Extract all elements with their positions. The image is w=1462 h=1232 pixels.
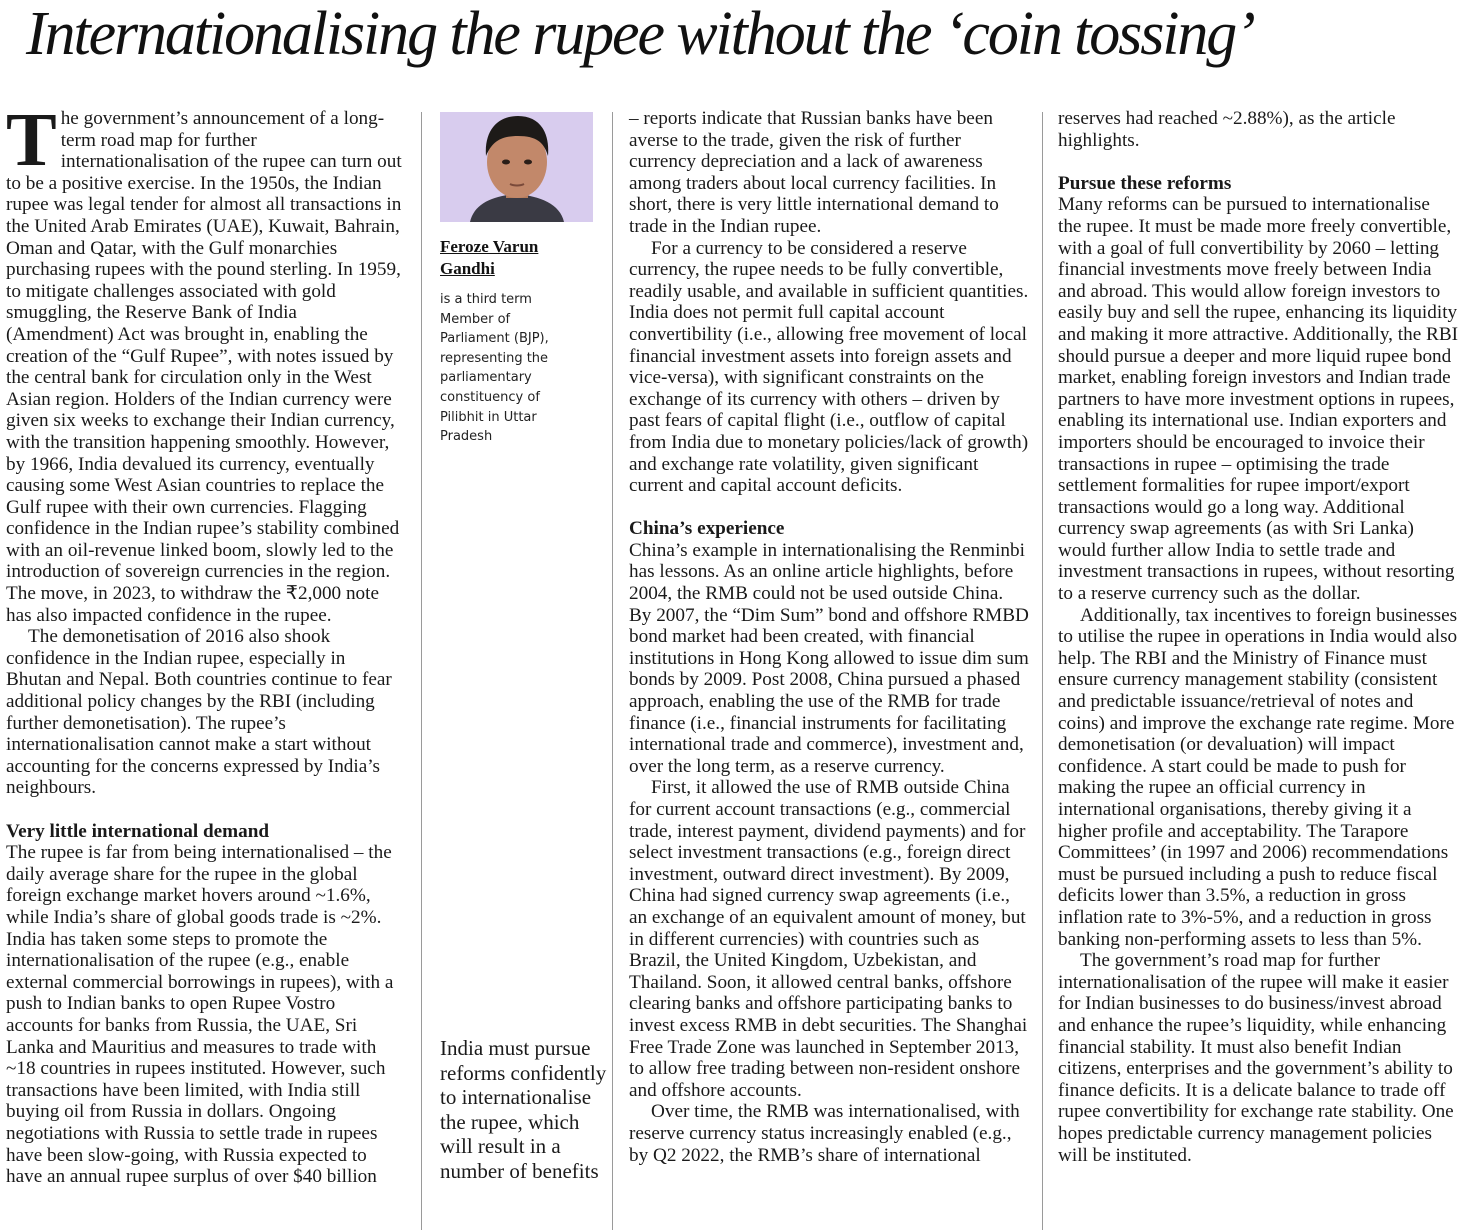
section-heading-demand: Very little international demand	[6, 820, 270, 842]
section-heading-reforms: Pursue these reforms	[1058, 172, 1232, 194]
author-name[interactable]: Feroze Varun Gandhi	[440, 237, 539, 278]
intro-paragraph-text: he government’s announcement of a long-term road map for further internationalisation of the rupee can turn out to be a positive exercise. In the 1950s, the Indian rupee was legal tender for almost all transactions in the United Arab Emirates (UAE), Kuwait, Bahrain, Oman and Qatar, with the Gulf monarchies purchasing rupees with the pound sterling. In 1959, to mitigate challenges associated with gold smuggling, the Reserve Bank of India (Amendment) Act was brought in, enabling the creation of the “Gulf Rupee”, with notes issued by the central bank for circulation only in the West Asian region. Holders of the Indian currency were given six weeks to exchange their Indian currency, with the transition happening smoothly. However, by 1966, India devalued its currency, eventually causing some West Asian countries to replace the Gulf rupee with their own currencies. Flagging confidence in the Indian rupee’s stability combined with an oil-revenue linked boom, slowly led to the introduction of sovereign currencies in the region. The move, in 2023, to withdraw the ₹2,000 note has also impacted confidence in the rupee.	[6, 108, 402, 626]
drop-cap: T	[6, 98, 57, 182]
paragraph-conclusion: The government’s road map for further internationalisation of the rupee will make it easier for Indian businesses to do business/invest abroad and enhance the rupee’s liquidity, while enhancing financial stability. It must also benefit Indian citizens, enterprises and the government’s ability to finance deficits. It is a delicate balance to trade off rupee convertibility for exchange rate stability. One hopes predictable currency management policies will be instituted.	[1058, 950, 1454, 1166]
pull-quote: India must pursue reforms confidently to internationalise the rupee, which will result in a number of benefits	[440, 1036, 607, 1183]
paragraph-tax-incentives: Additionally, tax incentives to foreign businesses to utilise the rupee in operations in India would also help. The RBI and the Ministry of Finance must ensure currency management stability (consistent and predictable issuance/retrieval of notes and coins) and improve the exchange rate regime. More demonetisation (or devaluation) will impact confidence. A start could be made to push for making the rupee an official currency in international organisations, thereby giving it a higher profile and acceptability. The Tarapore Committees’ (in 1997 and 2006) recommendations must be pursued including a push to reduce fiscal deficits lower than 3.5%, a reduction in gross inflation rate to 3%-5%, and a reduction in gross banking non-performing assets to less than 5%.	[1058, 604, 1458, 950]
paragraph-reserve-currency: For a currency to be considered a reserve currency, the rupee needs to be fully convertible, readily usable, and available in sufficient quantities. India does not permit full capital account convertibility (i.e., allowing free movement of local financial investment assets into foreign assets and vice-versa), with significant constraints on the exchange of its currency with others – driven by past fears of capital flight (i.e., outflow of capital from India due to monetary policies/lack of growth) and exchange rate volatility, given significant current and capital account deficits.	[629, 237, 1029, 497]
article-column-1	[6, 98, 403, 1188]
section-heading-china: China’s experience	[629, 518, 785, 540]
paragraph-china: China’s example in internationalising the Renminbi has lessons. As an online article highlights, before 2004, the RMB could not be used outside China. By 2007, the “Dim Sum” bond and offshore RMBD bond market had been created, with financial institutions in Hong Kong allowed to issue dim sum bonds by 2009. Post 2008, China pursued a phased approach, enabling the use of the RMB for trade finance (i.e., financial instruments for facilitating international trade and commerce), investment and, over the long term, as a reserve currency.	[629, 539, 1029, 777]
paragraph-china-first: First, it allowed the use of RMB outside China for current account transactions (e.g., commercial trade, interest payment, dividend payments) and for select investment transactions (e.g., foreign direct investment, outward direct investment). By 2009, China had signed currency swap agreements (i.e., an exchange of an equivalent amount of money, but in different currencies) with countries such as Brazil, the United Kingdom, Uzbekistan, and Thailand. Soon, it allowed central banks, offshore clearing banks and offshore participating banks to invest excess RMB in debt securities. The Shanghai Free Trade Zone was launched in September 2013, to allow free trading between non-resident onshore and offshore accounts.	[629, 777, 1028, 1101]
column-divider	[612, 112, 613, 1230]
author-box	[440, 112, 596, 447]
paragraph-china-overtime: Over time, the RMB was internationalised, with reserve currency status increasingly enabled (e.g., by Q2 2022, the RMB’s share of international	[629, 1101, 1020, 1166]
intro-paragraph	[6, 98, 403, 626]
paragraph-demonetisation: The demonetisation of 2016 also shook confidence in the Indian rupee, especially in Bhutan and Nepal. Both countries continue to fear additional policy changes by the RBI (including further demonetisation). The rupee’s internationalisation cannot make a start without accounting for the concerns expressed by India’s neighbours.	[6, 626, 392, 799]
author-portrait	[440, 112, 593, 222]
paragraph-demand: The rupee is far from being internationalised – the daily average share for the rupee in the global foreign exchange market hovers around ~1.6%, while India’s share of global goods trade is ~2%. India has taken some steps to promote the internationalisation of the rupee (e.g., enable external commercial borrowings in rupees), with a push to Indian banks to open Rupee Vostro accounts for banks from Russia, the UAE, Sri Lanka and Mauritius and measures to trade with ~18 countries in rupees instituted. However, such transactions have been limited, with India still buying oil from Russia in dollars. Ongoing negotiations with Russia to settle trade in rupees have been slow-going, with Russia expected to have an annual rupee surplus of over $40 billion	[6, 842, 394, 1188]
article-column-4	[1058, 108, 1458, 1166]
author-bio: is a third term Member of Parliament (BJP), representing the parliamentary constituency of Pilibhit in Uttar Pradesh	[440, 292, 549, 445]
paragraph-continued: reserves had reached ~2.88%), as the article highlights.	[1058, 108, 1396, 151]
column-divider	[421, 112, 422, 1230]
paragraph-reforms: Many reforms can be pursued to internationalise the rupee. It must be made more freely convertible, with a goal of full convertibility by 2060 – letting financial investments move freely between India and abroad. This would allow foreign investors to easily buy and sell the rupee, enhancing its liquidity and making it more attractive. Additionally, the RBI should pursue a deeper and more liquid rupee bond market, enabling foreign investors and Indian trade partners to have more investment options in rupees, enabling its international use. Indian exporters and importers should be encouraged to invoice their transactions in rupee – optimising the trade settlement formalities for rupee import/export transactions would go a long way. Additional currency swap agreements (as with Sri Lanka) would further allow India to settle trade and investment transactions in rupees, without resorting to a reserve currency such as the dollar.	[1058, 194, 1459, 605]
paragraph-continued: – reports indicate that Russian banks have been averse to the trade, given the risk of further currency depreciation and a lack of awareness among traders about local currency facilities. In short, there is very little international demand to trade in the Indian rupee.	[629, 108, 999, 237]
article-column-3	[629, 108, 1030, 1166]
headline: Internationalising the rupee without the ‘coin tossing’	[26, 0, 1254, 68]
column-divider	[1042, 112, 1043, 1230]
